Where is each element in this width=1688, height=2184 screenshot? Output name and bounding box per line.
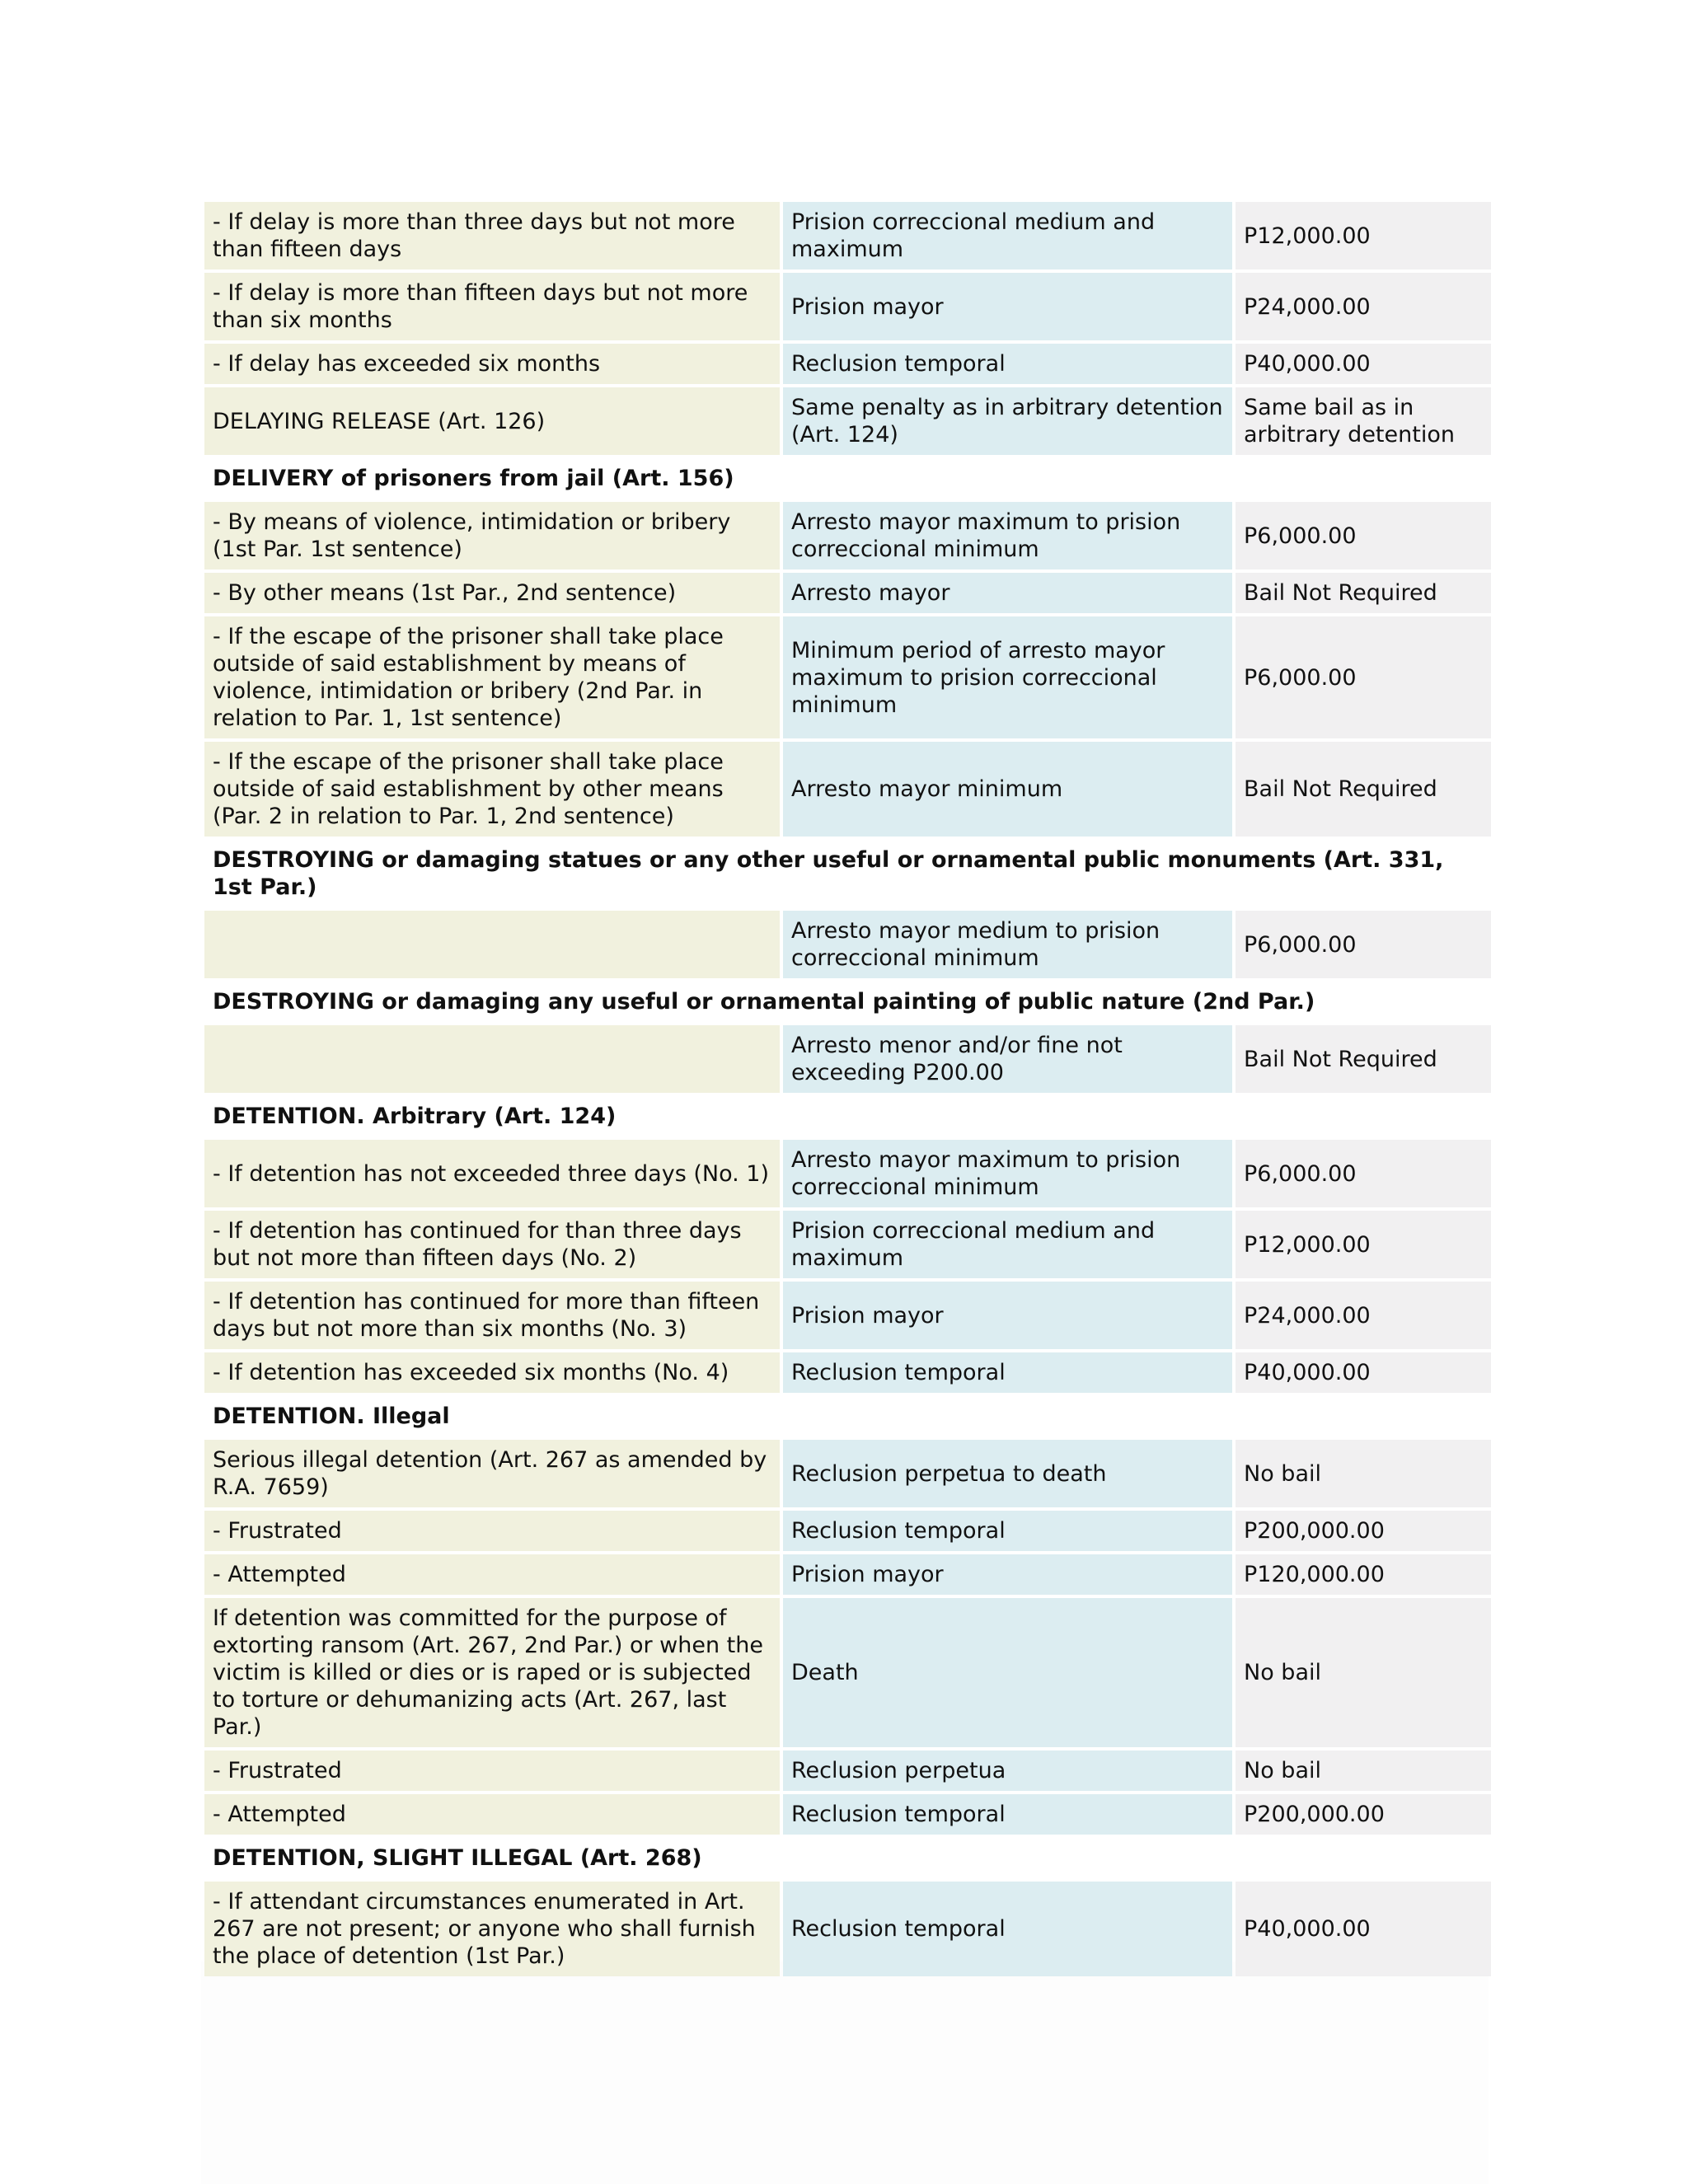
penalty-cell: Arresto mayor maximum to prision correccional minimum [783, 1140, 1232, 1207]
table-row [204, 502, 1491, 569]
offense-cell: - If delay is more than fifteen days but not more than six months [204, 273, 780, 340]
offense-cell: Serious illegal detention (Art. 267 as amended by R.A. 7659) [204, 1440, 780, 1507]
offense-cell [204, 911, 780, 978]
section-header-row [204, 1096, 1491, 1137]
bail-cell: P40,000.00 [1236, 1352, 1491, 1393]
table-row [204, 1511, 1491, 1551]
penalty-cell: Same penalty as in arbitrary detention (Art. 124) [783, 387, 1232, 455]
penalty-cell: Prision correccional medium and maximum [783, 1211, 1232, 1278]
section-title: DETENTION, SLIGHT ILLEGAL (Art. 268) [213, 1845, 702, 1871]
section-title: DETENTION. Arbitrary (Art. 124) [213, 1104, 617, 1129]
section-title: DESTROYING or damaging any useful or ornamental painting of public nature (2nd Par.) [213, 989, 1315, 1015]
page-bottom-area [201, 1961, 1489, 2184]
penalty-cell: Reclusion temporal [783, 344, 1232, 384]
offense-cell: - If detention has exceeded six months (No. 4) [204, 1352, 780, 1393]
table-row [204, 1140, 1491, 1207]
offense-cell: If detention was committed for the purpose of extorting ransom (Art. 267, 2nd Par.) or when the victim is killed or dies or is raped or is subjected to torture or dehumanizing acts (Art. 267, last Par.) [204, 1598, 780, 1747]
bail-cell: No bail [1236, 1750, 1491, 1791]
offense-cell: - If the escape of the prisoner shall take place outside of said establishment by means of violence, intimidation or bribery (2nd Par. in relation to Par. 1, 1st sentence) [204, 616, 780, 738]
bail-schedule-table [201, 199, 1494, 1980]
table-row [204, 1440, 1491, 1507]
offense-cell: - If delay is more than three days but not more than fifteen days [204, 202, 780, 269]
section-header-row [204, 1396, 1491, 1436]
table-row [204, 1794, 1491, 1835]
bail-cell: P40,000.00 [1236, 1882, 1491, 1976]
bail-cell: P6,000.00 [1236, 911, 1491, 978]
penalty-cell: Reclusion perpetua to death [783, 1440, 1232, 1507]
section-header-row [204, 458, 1491, 499]
penalty-cell: Prision mayor [783, 273, 1232, 340]
penalty-cell: Reclusion temporal [783, 1794, 1232, 1835]
table-row [204, 1598, 1491, 1747]
table-row [204, 573, 1491, 613]
penalty-cell: Arresto mayor minimum [783, 742, 1232, 837]
table-row [204, 1282, 1491, 1349]
table-row [204, 1352, 1491, 1393]
section-header-row [204, 1838, 1491, 1878]
table-row [204, 911, 1491, 978]
bail-cell: P24,000.00 [1236, 1282, 1491, 1349]
section-header-row [204, 982, 1491, 1022]
penalty-cell: Reclusion temporal [783, 1511, 1232, 1551]
section-title: DESTROYING or damaging statues or any other useful or ornamental public monuments (Art. 331, 1st Par.) [213, 847, 1444, 900]
offense-cell: - Frustrated [204, 1750, 780, 1791]
bail-cell: P120,000.00 [1236, 1554, 1491, 1595]
bail-cell: P200,000.00 [1236, 1511, 1491, 1551]
penalty-cell: Arresto mayor medium to prision correccional minimum [783, 911, 1232, 978]
table-row [204, 742, 1491, 837]
penalty-cell: Prision mayor [783, 1554, 1232, 1595]
bail-cell: No bail [1236, 1440, 1491, 1507]
offense-cell: - By other means (1st Par., 2nd sentence) [204, 573, 780, 613]
section-title: DELIVERY of prisoners from jail (Art. 156) [213, 466, 734, 491]
offense-cell [204, 1025, 780, 1093]
offense-cell: - If attendant circumstances enumerated in Art. 267 are not present; or anyone who shall furnish the place of detention (1st Par.) [204, 1882, 780, 1976]
penalty-cell: Arresto mayor maximum to prision correccional minimum [783, 502, 1232, 569]
section-title: DETENTION. Illegal [213, 1404, 450, 1429]
bail-cell: Same bail as in arbitrary detention [1236, 387, 1491, 455]
table-row [204, 202, 1491, 269]
section-header-row [204, 840, 1491, 907]
penalty-cell: Reclusion temporal [783, 1882, 1232, 1976]
bail-cell: P200,000.00 [1236, 1794, 1491, 1835]
bail-cell: P6,000.00 [1236, 502, 1491, 569]
bail-cell: No bail [1236, 1598, 1491, 1747]
offense-cell: - Attempted [204, 1554, 780, 1595]
offense-cell: - By means of violence, intimidation or bribery (1st Par. 1st sentence) [204, 502, 780, 569]
table-row [204, 1882, 1491, 1976]
bail-cell: P12,000.00 [1236, 202, 1491, 269]
penalty-cell: Reclusion temporal [783, 1352, 1232, 1393]
offense-cell: - If delay has exceeded six months [204, 344, 780, 384]
penalty-cell: Minimum period of arresto mayor maximum to prision correccional minimum [783, 616, 1232, 738]
bail-cell: Bail Not Required [1236, 573, 1491, 613]
offense-cell: - Frustrated [204, 1511, 780, 1551]
table-row [204, 1554, 1491, 1595]
bail-cell: Bail Not Required [1236, 742, 1491, 837]
bail-cell: P6,000.00 [1236, 616, 1491, 738]
table-row [204, 1750, 1491, 1791]
offense-cell: - If detention has not exceeded three days (No. 1) [204, 1140, 780, 1207]
penalty-cell: Reclusion perpetua [783, 1750, 1232, 1791]
table-row [204, 344, 1491, 384]
offense-cell: - Attempted [204, 1794, 780, 1835]
bail-cell: P40,000.00 [1236, 344, 1491, 384]
bail-cell: P12,000.00 [1236, 1211, 1491, 1278]
penalty-cell: Prision mayor [783, 1282, 1232, 1349]
table-row [204, 1211, 1491, 1278]
penalty-cell: Arresto menor and/or fine not exceeding P200.00 [783, 1025, 1232, 1093]
bail-cell: P6,000.00 [1236, 1140, 1491, 1207]
bail-cell: Bail Not Required [1236, 1025, 1491, 1093]
bail-schedule-body [204, 202, 1491, 1976]
offense-cell: - If detention has continued for than three days but not more than fifteen days (No. 2) [204, 1211, 780, 1278]
bail-cell: P24,000.00 [1236, 273, 1491, 340]
offense-cell: - If detention has continued for more than fifteen days but not more than six months (No. 3) [204, 1282, 780, 1349]
table-row [204, 387, 1491, 455]
table-row [204, 1025, 1491, 1093]
offense-cell: DELAYING RELEASE (Art. 126) [204, 387, 780, 455]
table-row [204, 273, 1491, 340]
penalty-cell: Death [783, 1598, 1232, 1747]
table-row [204, 616, 1491, 738]
penalty-cell: Prision correccional medium and maximum [783, 202, 1232, 269]
offense-cell: - If the escape of the prisoner shall take place outside of said establishment by other means (Par. 2 in relation to Par. 1, 2nd sentence) [204, 742, 780, 837]
penalty-cell: Arresto mayor [783, 573, 1232, 613]
